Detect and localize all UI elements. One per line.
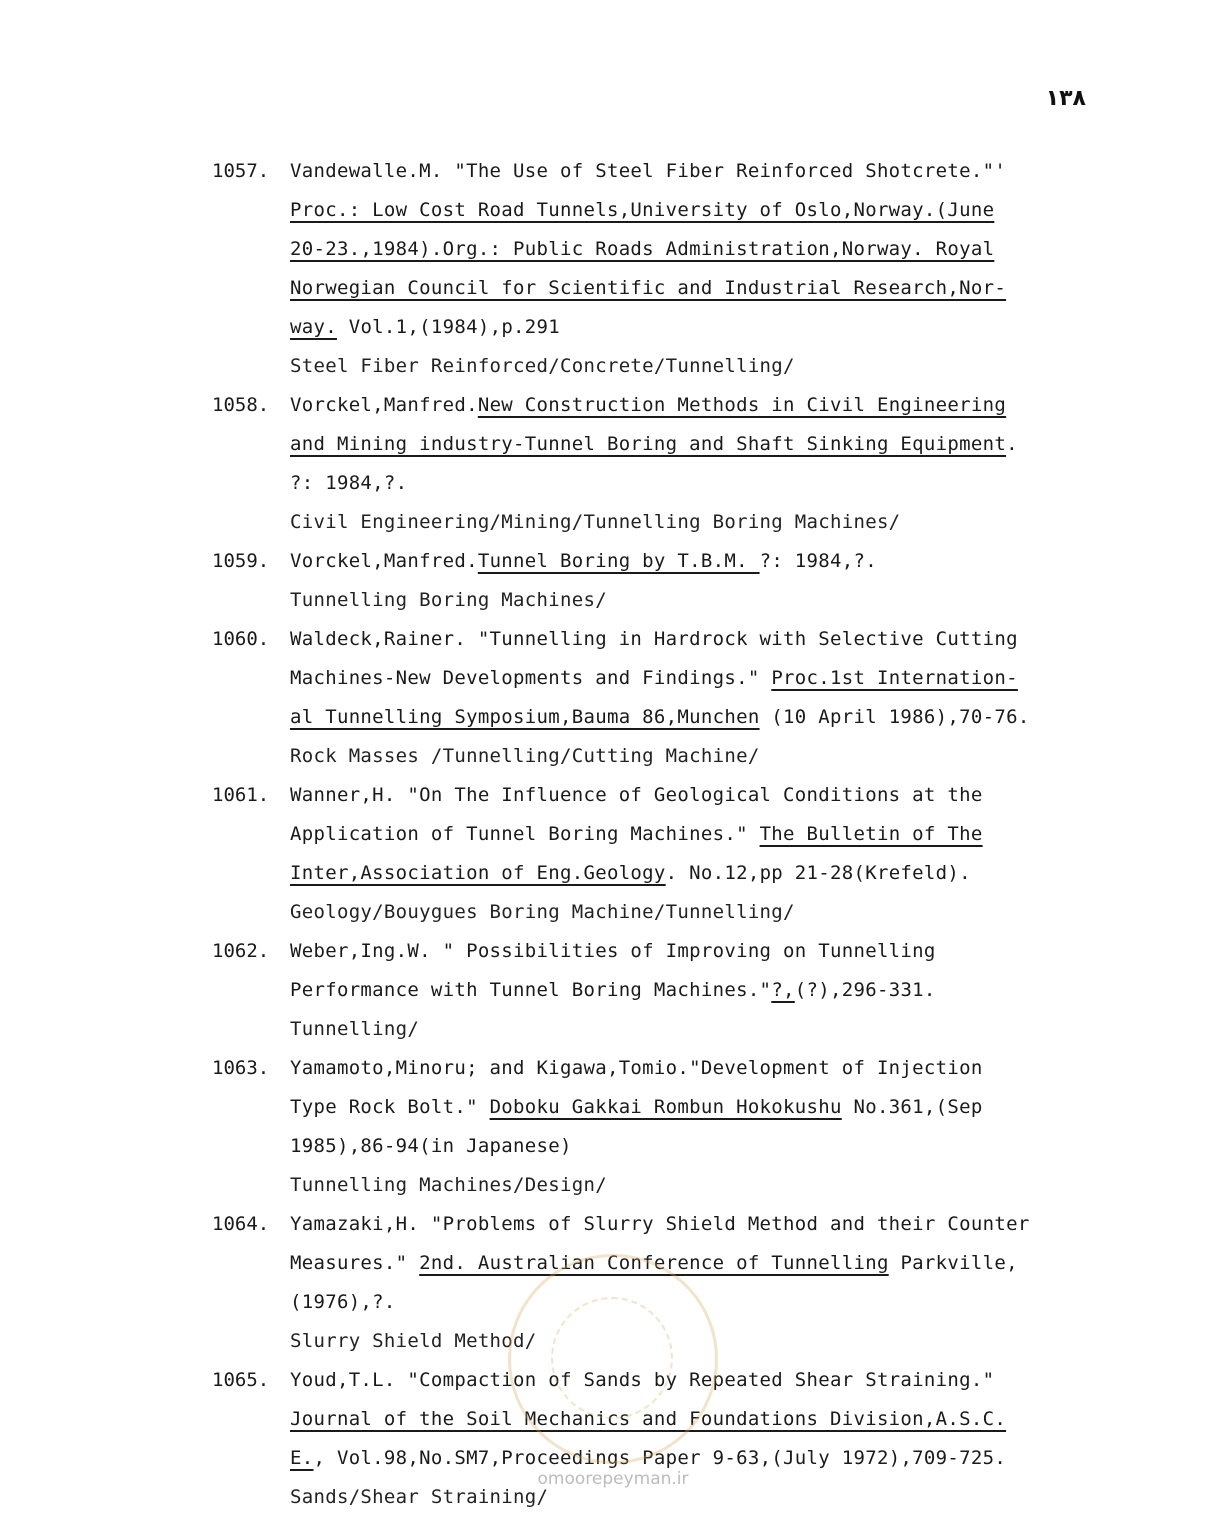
citation-text: ?: 1984,?. <box>759 550 877 572</box>
citation-text: Performance with Tunnel Boring Machines." <box>290 979 772 1001</box>
source-title: ?, <box>771 979 795 1001</box>
source-title: Journal of the Soil Mechanics and Foundations Division,A.S.C. <box>290 1408 1007 1430</box>
source-title: Tunnel Boring by T.B.M. <box>477 550 760 572</box>
citation-text: (1976),?. <box>290 1291 396 1313</box>
entry-line <box>290 1010 1112 1049</box>
bibliography-entry <box>212 1049 1112 1205</box>
citation-text: Waldeck,Rainer. "Tunnelling in Hardrock with Selective Cutting <box>290 628 1018 650</box>
keywords: Tunnelling Machines/Design/ <box>290 1174 607 1196</box>
bibliography-list <box>212 152 1112 1517</box>
entry-line <box>290 698 1112 737</box>
source-title: 2nd. Australian Conference of Tunnelling <box>419 1252 889 1274</box>
source-title: The Bulletin of The <box>759 823 983 845</box>
citation-text: Application of Tunnel Boring Machines." <box>290 823 760 845</box>
entry-line <box>290 1478 1112 1517</box>
source-title: Norwegian Council for Scientific and Industrial Research,Nor- <box>290 277 1007 299</box>
keywords: Geology/Bouygues Boring Machine/Tunnelling/ <box>290 901 795 923</box>
citation-text: Vorckel,Manfred. <box>290 550 478 572</box>
source-title: E. <box>290 1447 314 1469</box>
citation-text: 1985),86-94(in Japanese) <box>290 1135 572 1157</box>
entry-number: 1063. <box>212 1057 270 1079</box>
entry-line <box>290 893 1112 932</box>
citation-text: Vorckel,Manfred. <box>290 394 478 416</box>
entry-line <box>290 815 1112 854</box>
bibliography-entry <box>212 620 1112 776</box>
source-title: Proc.: Low Cost Road Tunnels,University of Oslo,Norway.(June <box>290 199 995 221</box>
entry-number: 1059. <box>212 550 270 572</box>
citation-text: Vandewalle.M. "The Use of Steel Fiber Reinforced Shotcrete."' <box>290 160 1007 182</box>
entry-line <box>290 776 1112 815</box>
entry-number: 1058. <box>212 394 270 416</box>
entry-line <box>290 1205 1112 1244</box>
bibliography-entry <box>212 152 1112 386</box>
citation-text: Parkville, <box>888 1252 1018 1274</box>
keywords: Steel Fiber Reinforced/Concrete/Tunnelling/ <box>290 355 795 377</box>
entry-line <box>290 269 1112 308</box>
entry-line <box>290 1049 1112 1088</box>
citation-text: Machines-New Developments and Findings." <box>290 667 772 689</box>
entry-line <box>290 1283 1112 1322</box>
citation-text: . No.12,pp 21-28(Krefeld). <box>665 862 971 884</box>
entry-line <box>290 1244 1112 1283</box>
keywords: Tunnelling/ <box>290 1018 420 1040</box>
entry-line <box>290 1322 1112 1361</box>
keywords: Tunnelling Boring Machines/ <box>290 589 607 611</box>
entry-line <box>290 737 1112 776</box>
entry-number: 1064. <box>212 1213 270 1235</box>
citation-text: Measures." <box>290 1252 420 1274</box>
watermark-text: omoorepeyman.ir <box>537 1469 689 1489</box>
entry-line <box>290 230 1112 269</box>
source-title: 20-23.,1984).Org.: Public Roads Administration,Norway. Royal <box>290 238 995 260</box>
bibliography-entry <box>212 1361 1112 1517</box>
keywords: Civil Engineering/Mining/Tunnelling Boring Machines/ <box>290 511 901 533</box>
citation-text: Weber,Ing.W. " Possibilities of Improving on Tunnelling <box>290 940 936 962</box>
entry-line <box>290 1127 1112 1166</box>
source-title: New Construction Methods in Civil Engineering <box>477 394 1007 416</box>
entry-number: 1061. <box>212 784 270 806</box>
keywords: Sands/Shear Straining/ <box>290 1486 549 1508</box>
bibliography-entry <box>212 386 1112 542</box>
entry-line <box>290 854 1112 893</box>
entry-line <box>290 971 1112 1010</box>
source-title: Inter,Association of Eng.Geology <box>290 862 666 884</box>
entry-line <box>290 932 1112 971</box>
entry-line <box>290 620 1112 659</box>
source-title: Doboku Gakkai Rombun Hokokushu <box>489 1096 842 1118</box>
entry-line <box>290 347 1112 386</box>
citation-text: (?),296-331. <box>794 979 936 1001</box>
source-title: Proc.1st Internation- <box>771 667 1018 689</box>
entry-number: 1060. <box>212 628 270 650</box>
source-title: and Mining industry-Tunnel Boring and Shaft Sinking Equipment <box>290 433 1007 455</box>
keywords: Slurry Shield Method/ <box>290 1330 537 1352</box>
bibliography-entry <box>212 932 1112 1049</box>
citation-text: . <box>1006 433 1018 455</box>
entry-line <box>290 308 1112 347</box>
source-title: way. <box>290 316 337 338</box>
citation-text: Type Rock Bolt." <box>290 1096 490 1118</box>
bibliography-entry <box>212 542 1112 620</box>
citation-text: Youd,T.L. "Compaction of Sands by Repeated Shear Straining." <box>290 1369 995 1391</box>
entry-line <box>290 542 1112 581</box>
entry-line <box>290 1166 1112 1205</box>
entry-line <box>290 581 1112 620</box>
entry-line <box>290 425 1112 464</box>
entry-line <box>290 659 1112 698</box>
citation-text: Yamazaki,H. "Problems of Slurry Shield Method and their Counter <box>290 1213 1030 1235</box>
entry-line <box>290 1400 1112 1439</box>
citation-text: No.361,(Sep <box>841 1096 983 1118</box>
bibliography-entry <box>212 776 1112 932</box>
entry-line <box>290 152 1112 191</box>
page-number: ۱۳۸ <box>1045 86 1086 111</box>
entry-number: 1057. <box>212 160 270 182</box>
entry-number: 1065. <box>212 1369 270 1391</box>
entry-number: 1062. <box>212 940 270 962</box>
citation-text: ?: 1984,?. <box>290 472 408 494</box>
entry-line <box>290 464 1112 503</box>
entry-line <box>290 1088 1112 1127</box>
citation-text: Yamamoto,Minoru; and Kigawa,Tomio."Development of Injection <box>290 1057 983 1079</box>
citation-text: , Vol.98,No.SM7,Proceedings Paper 9-63,(July 1972),709-725. <box>313 1447 1007 1469</box>
entry-line <box>290 386 1112 425</box>
bibliography-entry <box>212 1205 1112 1361</box>
entry-line <box>290 1439 1112 1478</box>
keywords: Rock Masses /Tunnelling/Cutting Machine/ <box>290 745 760 767</box>
source-title: al Tunnelling Symposium,Bauma 86,Munchen <box>290 706 760 728</box>
citation-text: Wanner,H. "On The Influence of Geological Conditions at the <box>290 784 983 806</box>
entry-line <box>290 503 1112 542</box>
citation-text: (10 April 1986),70-76. <box>759 706 1030 728</box>
citation-text: Vol.1,(1984),p.291 <box>336 316 561 338</box>
entry-line <box>290 1361 1112 1400</box>
entry-line <box>290 191 1112 230</box>
